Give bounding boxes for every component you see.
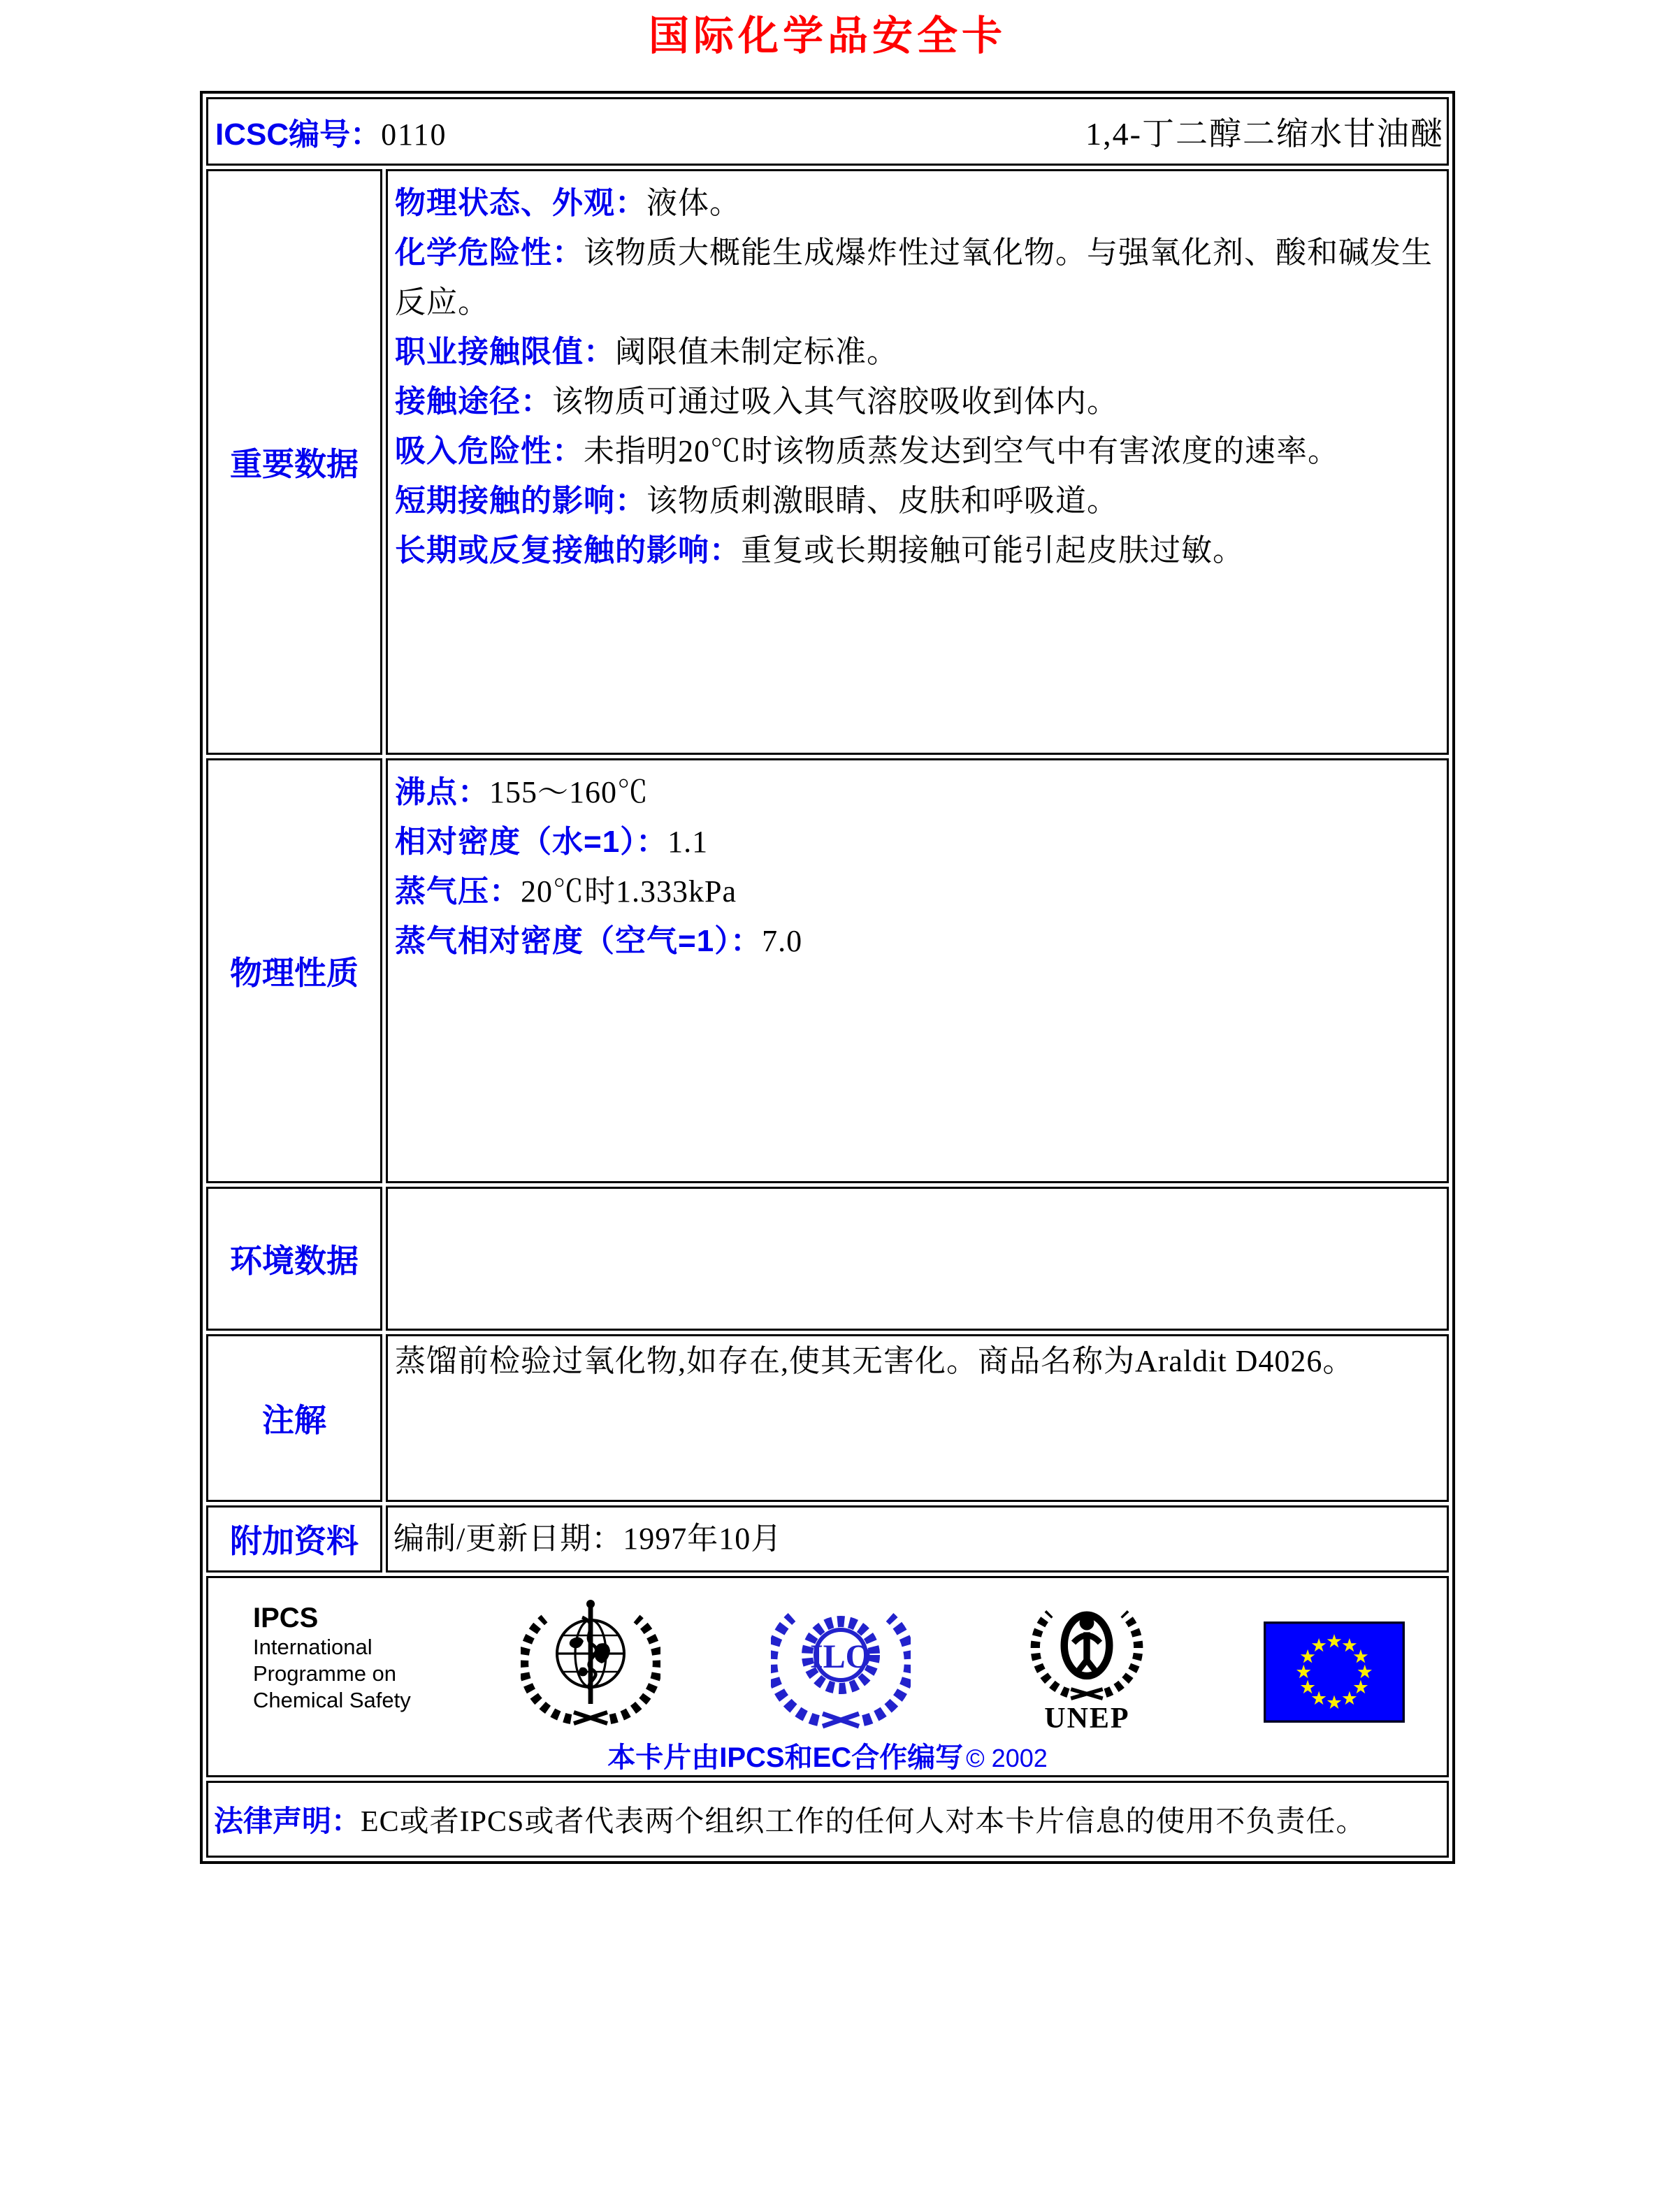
legal-label: 法律声明： <box>214 1805 361 1837</box>
unep-caption: UNEP <box>1044 1703 1130 1735</box>
logos-row <box>206 1576 1449 1777</box>
section-content-notes <box>386 1334 1449 1502</box>
section-content-important-data <box>386 169 1449 755</box>
section-content-environmental-data <box>386 1187 1449 1331</box>
icsc-number-label: ICSC编号： <box>215 117 382 152</box>
entry-short-term-effects: 短期接触的影响：该物质刺激眼睛、皮肤和呼吸道。 <box>395 484 1118 518</box>
entry-vapor-relative-density: 蒸气相对密度（空气=1）：7.0 <box>395 924 803 958</box>
ipcs-line-2: Programme on <box>253 1661 397 1686</box>
card-header-cell <box>206 97 1449 166</box>
legal-row <box>206 1781 1449 1858</box>
ilo-logo-icon <box>771 1598 911 1734</box>
unep-logo-block <box>1020 1598 1153 1733</box>
entry-relative-density: 相对密度（水=1）：1.1 <box>395 825 709 859</box>
entry-exposure-routes: 接触途径：该物质可通过吸入其气溶胶吸收到体内。 <box>395 384 1118 419</box>
section-label-notes: 注解 <box>206 1334 382 1502</box>
ipcs-line-3: Chemical Safety <box>253 1688 411 1712</box>
section-label-additional-info: 附加资料 <box>206 1505 382 1573</box>
section-label-environmental-data: 环境数据 <box>206 1187 382 1331</box>
entry-update-date: 编制/更新日期：1997年10月 <box>393 1521 783 1556</box>
icsc-number-group <box>215 109 447 154</box>
entry-vapor-pressure: 蒸气压：20℃时1.333kPa <box>395 874 737 909</box>
legal-text: EC或者IPCS或者代表两个组织工作的任何人对本卡片信息的使用不负责任。 <box>361 1806 1366 1838</box>
section-label-important-data: 重要数据 <box>206 169 382 755</box>
section-row-notes <box>206 1334 1449 1502</box>
credit-text: 本卡片由IPCS和EC合作编写 <box>607 1742 964 1773</box>
credit-line <box>208 1735 1447 1775</box>
ipcs-acronym: IPCS <box>253 1603 319 1633</box>
page-title: 国际化学品安全卡 <box>648 12 1006 59</box>
entry-physical-state: 物理状态、外观：液体。 <box>395 186 741 220</box>
eu-flag-icon <box>1264 1598 1405 1726</box>
section-content-additional-info <box>386 1505 1449 1573</box>
svg-text:ILO: ILO <box>809 1638 872 1675</box>
icsc-number-value: 0110 <box>381 117 447 152</box>
section-row-important-data <box>206 169 1449 755</box>
section-row-additional-info <box>206 1505 1449 1573</box>
chemical-name: 1,4-丁二醇二缩水甘油醚 <box>1085 116 1444 152</box>
section-row-environmental-data <box>206 1187 1449 1331</box>
entry-notes-text: 蒸馏前检验过氧化物,如存在,使其无害化。商品名称为Araldit D4026。 <box>395 1344 1354 1378</box>
section-label-physical-properties: 物理性质 <box>206 758 382 1183</box>
entry-chemical-hazard: 化学危险性：该物质大概能生成爆炸性过氧化物。与强氧化剂、酸和碱发生反应。 <box>395 236 1433 319</box>
copyright-text: © 2002 <box>966 1744 1048 1772</box>
entry-occupational-limit: 职业接触限值：阈限值未制定标准。 <box>395 335 898 369</box>
icsc-card-table <box>200 91 1455 1864</box>
entry-inhalation-risk: 吸入危险性：未指明20℃时该物质蒸发达到空气中有害浓度的速率。 <box>395 434 1339 468</box>
ipcs-line-1: International <box>253 1635 373 1659</box>
card-header-row <box>206 97 1449 166</box>
ipcs-text-block <box>253 1598 411 1714</box>
logos-cell <box>206 1576 1449 1777</box>
entry-long-term-effects: 长期或反复接触的影响：重复或长期接触可能引起皮肤过敏。 <box>395 533 1244 568</box>
entry-boiling-point: 沸点：155～160℃ <box>395 775 649 809</box>
legal-cell <box>206 1781 1449 1858</box>
section-row-physical-properties <box>206 758 1449 1183</box>
section-content-physical-properties <box>386 758 1449 1183</box>
who-logo-icon <box>521 1598 660 1734</box>
